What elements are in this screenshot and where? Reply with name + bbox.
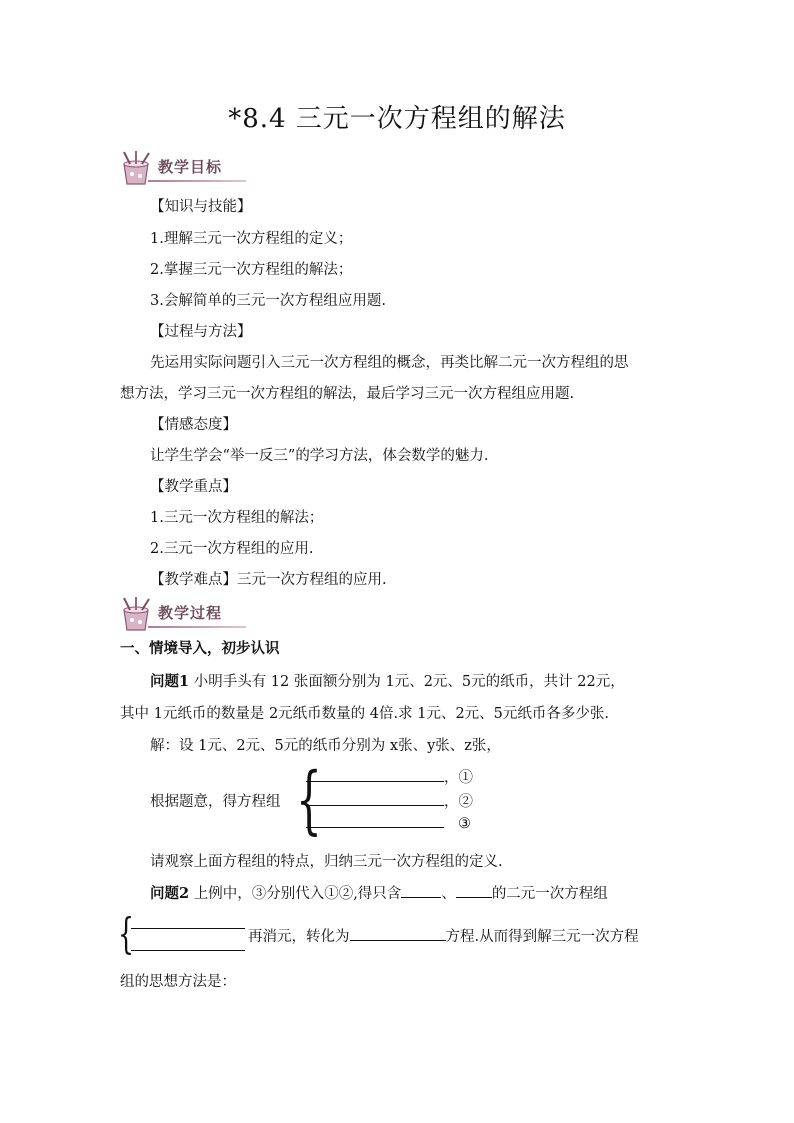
question-2-blank-1[interactable] (401, 885, 441, 898)
knowledge-item-3: 3.会解简单的三元一次方程组应用题. (150, 293, 386, 309)
equation-3-mark: ③ (458, 816, 471, 832)
question-2-separator: 、 (441, 886, 456, 902)
equation-3-blank[interactable] (306, 815, 444, 828)
equation-2 (306, 790, 473, 811)
q2-equation-1-blank[interactable] (131, 916, 245, 929)
solution-line: 解：设 1元、2元、5元的纸币分别为 x张、y张、z张， (150, 738, 501, 754)
question-1-line-2: 其中 1元纸币的数量是 2元纸币数量的 4倍.求 1元、2元、5元纸币各多少张. (120, 706, 610, 722)
key-point-2: 2.三元一次方程组的应用. (150, 541, 314, 557)
section-badge-label: 教学目标 (158, 158, 223, 176)
question-2-blank-3[interactable] (350, 928, 446, 941)
emotion-text: 让学生学会“举一反三”的学习方法，体会数学的魅力. (150, 448, 489, 464)
question-1-label: 问题1 (150, 673, 190, 690)
emotion-heading: 【情感态度】 (150, 417, 237, 433)
observe-text: 请观察上面方程组的特点，归纳三元一次方程组的定义. (150, 854, 503, 870)
question-1-line-1 (150, 670, 625, 691)
part1-heading: 一、情境导入，初步认识 (120, 640, 280, 657)
system-brace: { (296, 757, 322, 843)
section-badge-process (118, 596, 248, 632)
process-method-heading: 【过程与方法】 (150, 324, 252, 340)
key-point-1: 1.三元一次方程组的解法； (150, 510, 324, 526)
question-2-blank-2[interactable] (456, 885, 492, 898)
q2-equation-2 (131, 938, 245, 955)
q2-system-brace: { (118, 909, 135, 958)
question-2-text-c: 再消元，转化为 (248, 929, 350, 945)
process-method-text-2: 想方法，学习三元一次方程组的解法，最后学习三元一次方程组应用题. (120, 386, 575, 402)
question-2-text-b: 的二元一次方程组 (491, 886, 608, 902)
q2-equation-2-blank[interactable] (131, 938, 245, 951)
equation-2-blank[interactable] (306, 793, 444, 806)
question-2-label: 问题2 (150, 885, 190, 902)
question-2-line-2 (248, 925, 639, 946)
knowledge-item-2: 2.掌握三元一次方程组的解法； (150, 262, 353, 278)
page-title: *8.4 三元一次方程组的解法 (228, 104, 566, 134)
equation-1-blank[interactable] (306, 769, 444, 782)
equation-3 (306, 815, 471, 832)
section-badge-goals (118, 150, 248, 186)
equation-1 (306, 766, 473, 787)
difficulty-heading: 【教学难点】 (150, 572, 237, 588)
knowledge-heading: 【知识与技能】 (150, 199, 252, 215)
equation-1-mark: ，① (444, 770, 473, 786)
question-2-text-a: 上例中，③分别代入①②,得只含 (189, 886, 402, 902)
knowledge-item-1: 1.理解三元一次方程组的定义； (150, 231, 353, 247)
key-points-heading: 【教学重点】 (150, 479, 237, 495)
section-badge-rule (148, 180, 246, 182)
system-intro: 根据题意，得方程组 (150, 794, 281, 810)
question-2-line-1 (150, 882, 608, 903)
section-badge-rule (148, 626, 246, 628)
equation-2-mark: ，② (444, 794, 473, 810)
process-method-text-1: 先运用实际问题引入三元一次方程组的概念，再类比解二元一次方程组的思 (150, 355, 629, 371)
difficulty-text: 三元一次方程组的应用. (237, 572, 387, 588)
question-2-text-d: 方程.从而得到解三元一次方程 (445, 929, 639, 945)
question-2-line-3: 组的思想方法是： (120, 974, 236, 990)
section-badge-label: 教学过程 (158, 604, 223, 622)
question-1-text-1: 小明手头有 12 张面额分别为 1元、2元、5元的纸币，共计 22元， (189, 674, 625, 690)
difficulty-line (150, 568, 387, 589)
q2-equation-1 (131, 916, 245, 933)
